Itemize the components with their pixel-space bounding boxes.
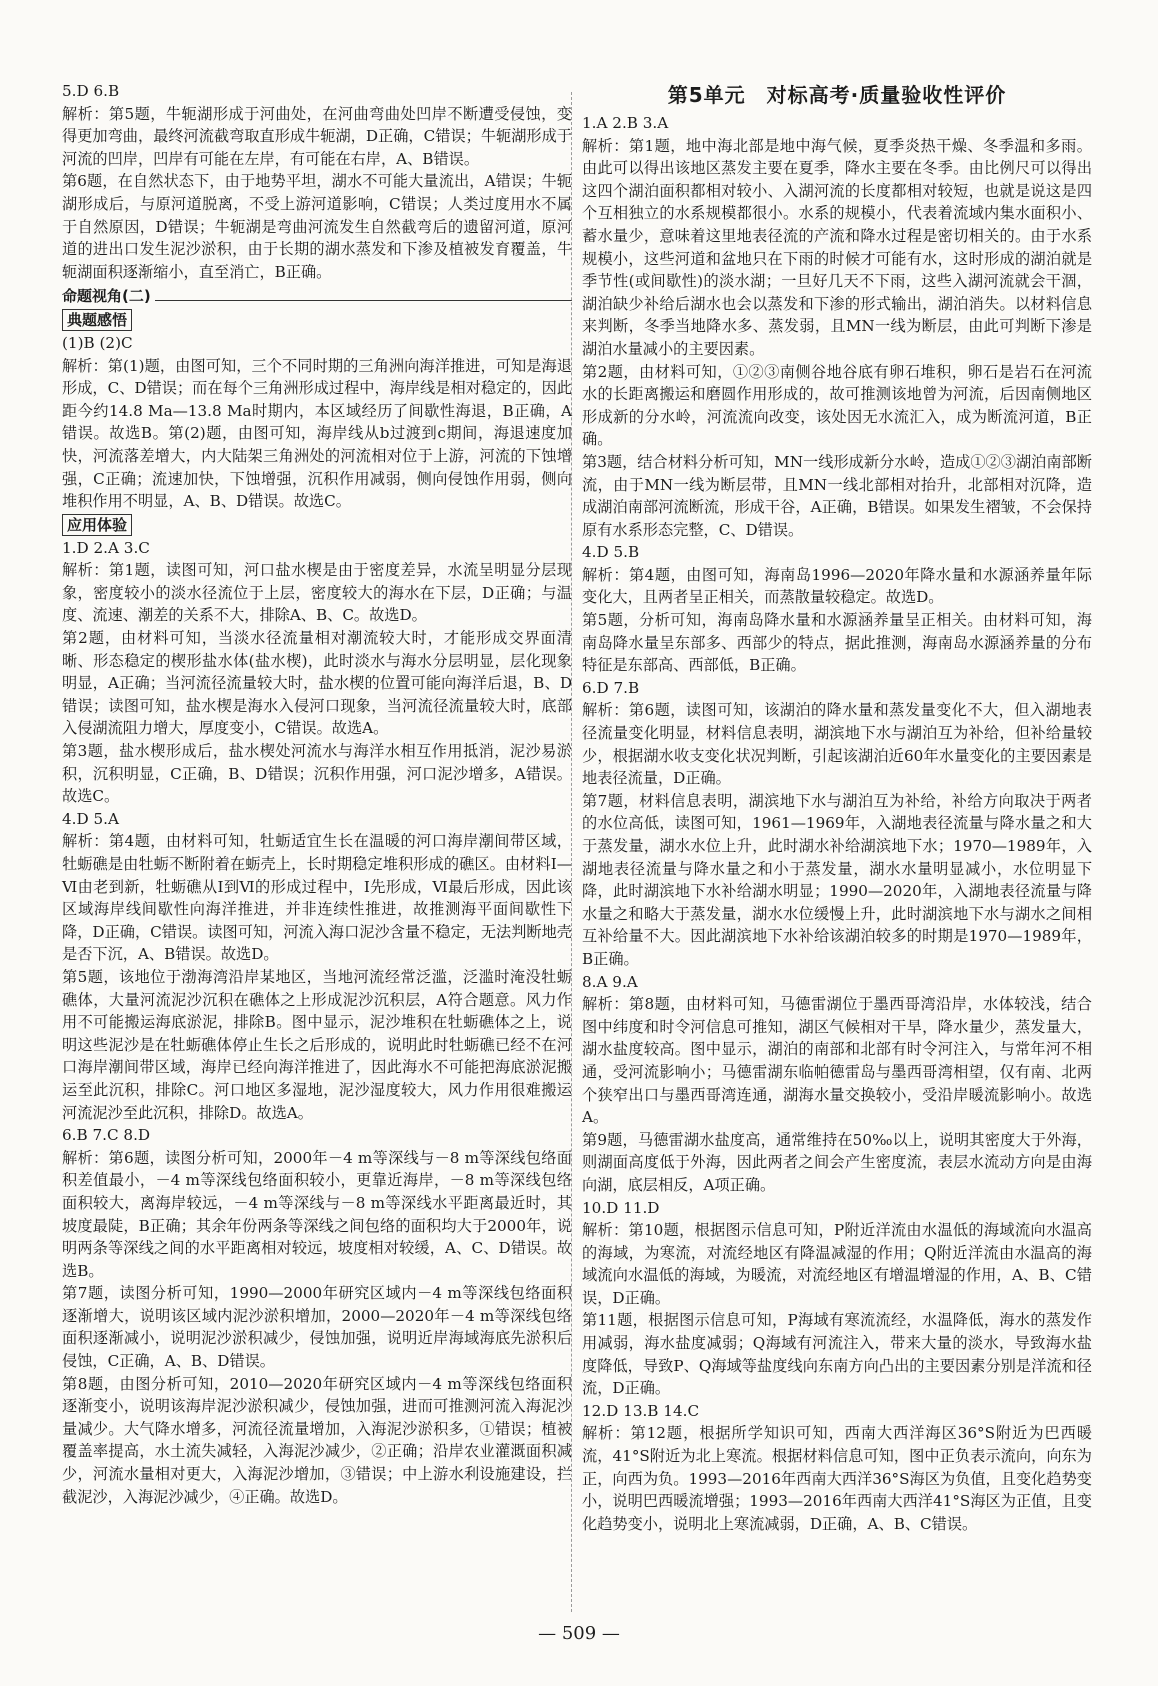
- explanation-paragraph: 第5题，分析可知，海南岛降水量和水源涵养量呈正相关。由材料可知，海南岛降水量呈东部多、西部少的特点，据此推测，海南岛水源涵养量的分布特征是东部高、西部低，B正确。: [582, 611, 1092, 675]
- column-divider: [571, 92, 572, 1612]
- subsection-heading-row: [62, 513, 572, 537]
- explanation-paragraph: 解析：第5题，牛轭湖形成于河曲处，在河曲弯曲处凹岸不断遭受侵蚀，变得更加弯曲，最终河流截弯取直形成牛轭湖，D正确，C错误；牛轭湖形成于河流的凹岸，凹岸有可能在左岸，有可能在右岸，A、B错误。: [62, 104, 572, 168]
- answer-key-line: 6.B 7.C 8.D: [62, 1126, 151, 1145]
- answer-key-line: 8.A 9.A: [582, 972, 638, 991]
- explanation-paragraph: 第2题，由材料可知，①②③南侧谷地谷底有卵石堆积，卵石是岩石在河流水的长距离搬运和磨圆作用形成的，故可推测该地曾为河流，后因南侧地区形成新的分水岭，河流流向改变，该处因无水流汇入，成为断流河道，B正确。: [582, 362, 1092, 449]
- answer-key-line: 4.D 5.B: [582, 543, 640, 562]
- explanation-paragraph: 第2题，由材料可知，当淡水径流量相对潮流较大时，才能形成交界面清晰、形态稳定的楔形盐水体(盐水楔)，此时淡水与海水分层明显，层化现象明显，A正确；当河流径流量较大时，盐水楔的位置可能向海洋后退，B、D错误；读图可知，盐水楔是海水入侵河口现象，当河流径流量较大时，底部入侵湖流阻力增大，厚度变小，C错误。故选A。: [62, 629, 572, 738]
- explanation-paragraph: 解析：第1题，地中海北部是地中海气候，夏季炎热干燥、冬季温和多雨。由此可以得出该地区蒸发主要在夏季，降水主要在冬季。由比例尺可以得出这四个湖泊面积都相对较小、入湖河流的长度都相对较短，也就是说这是四个互相独立的水系规模都很小。水系的规模小，代表着流域内集水面积小、蓄水量少，意味着这里地表径流的产流和降水过程是密切相关的。由于水系规模小，这些河道和盆地只在下雨的时候才可能有水，这时形成的湖泊就是季节性(或间歇性)的淡水湖；一旦好几天不下雨，这些入湖河流就会干涸，湖泊缺少补给后湖水也会以蒸发和下渗的形式输出，湖泊消失。以材料信息来判断，冬季当地降水多、蒸发弱，且MN一线为断层，由此可判断下渗是湖泊水量减小的主要因素。: [582, 136, 1092, 358]
- explanation-paragraph: 解析：第(1)题，由图可知，三个不同时期的三角洲向海洋推进，可知是海退形成，C、D错误；而在每个三角洲形成过程中，海岸线是相对稳定的，因此距今约14.8 Ma—13.8 Ma时期内，本区域经历了间歇性海退，B正确，A错误。故选B。第(2)题，由图可知，海岸线从b过渡到c期间，海退速度加快，河流落差增大，内大陆架三角洲处的河流相对位于上游，河流的下蚀增强，C正确；流速加快，下蚀增强，沉积作用减弱，侧向侵蚀作用弱，侧向堆积作用不明显，A、B、D错误。故选C。: [62, 356, 572, 511]
- answer-key-line: 6.D 7.B: [582, 678, 640, 697]
- answer-key-line: 1.D 2.A 3.C: [62, 538, 150, 557]
- explanation-paragraph: 解析：第6题，读图可知，该湖泊的降水量和蒸发量变化不大，但入湖地表径流量变化明显，材料信息表明，湖滨地下水与湖泊互为补给，但补给量较少，根据湖水收支变化状况判断，引起该湖泊近60年水量变化的主要因素是地表径流量，D正确。: [582, 701, 1092, 788]
- explanation-paragraph: 第5题，该地位于渤海湾沿岸某地区，当地河流经常泛滥，泛滥时淹没牡蛎礁体，大量河流泥沙沉积在礁体之上形成泥沙沉积层，A符合题意。风力作用不可能搬运海底淤泥，排除B。图中显示，泥沙堆积在牡蛎礁体之上，说明这些泥沙是在牡蛎礁体停止生长之后形成的，说明此时牡蛎礁已经不在河口海岸潮间带区域，海岸已经向海洋推进了，因此海水不可能把海底淤泥搬运至此沉积，排除C。河口地区多湿地，泥沙湿度较大，风力作用很难搬运河流泥沙至此沉积，排除D。故选A。: [62, 967, 572, 1122]
- explanation-paragraph: 第7题，读图分析可知，1990—2000年研究区域内－4 m等深线包络面积逐渐增大，说明该区域内泥沙淤积增加，2000—2020年－4 m等深线包络面积逐渐减小，说明泥沙淤积减少，侵蚀加强，说明近岸海域海底先淤积后侵蚀，C正确，A、B、D错误。: [62, 1284, 572, 1371]
- explanation-paragraph: 解析：第6题，读图分析可知，2000年－4 m等深线与－8 m等深线包络面积差值最小，－4 m等深线包络面积较小，更靠近海岸，－8 m等深线包络面积较大，离海岸较远，－4 m等深线与－8 m等深线水平距离最近时，其坡度最陡，B正确；其余年份两条等深线之间包络的面积均大于2000年，说明两条等深线之间的水平距离相对较远，坡度相对较缓，A、C、D错误。故选B。: [62, 1148, 572, 1280]
- explanation-paragraph: 解析：第4题，由材料可知，牡蛎适宜生长在温暖的河口海岸潮间带区域，牡蛎礁是由牡蛎不断附着在蛎壳上，长时期稳定堆积形成的礁区。由材料Ⅰ—Ⅵ由老到新，牡蛎礁从Ⅰ到Ⅵ的形成过程中，Ⅰ先形成，Ⅵ最后形成，因此该区域海岸线间歇性向海洋推进，并非连续性推进，故推测海平面间歇性下降，D正确，C错误。读图可知，河流入海口泥沙含量不稳定，无法判断地壳是否下沉，A、B错误。故选D。: [62, 832, 572, 964]
- answer-key-line: 5.D 6.B: [62, 82, 120, 100]
- page-number: — 509 —: [538, 1623, 620, 1644]
- answer-key-line: 4.D 5.A: [62, 809, 119, 828]
- explanation-paragraph: 解析：第12题，根据所学知识可知，西南大西洋海区36°S附近为巴西暖流，41°S附近为北上寒流。根据材料信息可知，图中正负表示流向，向东为正，向西为负。1993—2016年西南大西洋36°S海区为负值，且变化趋势变小，说明巴西暖流增强；1993—2016年西南大西洋41°S海区为正值，且变化趋势变小，说明北上寒流减弱，D正确，A、B、C错误。: [582, 1424, 1092, 1533]
- left-column: [62, 80, 572, 1508]
- right-column: [582, 80, 1092, 1535]
- explanation-paragraph: 解析：第10题，根据图示信息可知，P附近洋流由水温低的海域流向水温高的海域，为寒流，对流经地区有降温减湿的作用；Q附近洋流由水温高的海域流向水温低的海域，为暖流，对流经地区有增温增湿的作用，A、B、C错误，D正确。: [582, 1221, 1092, 1307]
- unit-title: 第5单元 对标高考·质量验收性评价: [667, 83, 1007, 107]
- explanation-paragraph: 第3题，结合材料分析可知，MN一线形成新分水岭，造成①②③湖泊南部断流，由于MN一线为断层带，且MN一线北部相对抬升，北部相对沉降，造成湖泊南部河流断流，形成干谷，A正确，B错误。如果发生褶皱，不会保持原有水系形态完整，C、D错误。: [582, 452, 1092, 539]
- answer-key-line: 12.D 13.B 14.C: [582, 1401, 700, 1420]
- answer-key-line: (1)B (2)C: [62, 333, 133, 352]
- explanation-paragraph: 第8题，由图分析可知，2010—2020年研究区域内－4 m等深线包络面积逐渐变小，说明该海岸泥沙淤积减少，侵蚀加强，进而可推测河流入海泥沙量减少。大气降水增多，河流径流量增加，入海泥沙淤积多，①错误；植被覆盖率提高，水土流失减轻，入海泥沙减少，②正确；沿岸农业灌溉面积减少，河流水量相对更大，入海泥沙增加，③错误；中上游水利设施建设，拦截泥沙，入海泥沙减少，④正确。故选D。: [62, 1374, 572, 1506]
- explanation-paragraph: 第9题，马德雷湖水盐度高，通常维持在50‰以上，说明其密度大于外海，则湖面高度低于外海，因此两者之间会产生密度流，表层水流动方向是由海向湖，底层相反，A项正确。: [582, 1130, 1092, 1194]
- explanation-paragraph: 第11题，根据图示信息可知，P海域有寒流流经，水温降低，海水的蒸发作用减弱，海水盐度减弱；Q海域有河流注入，带来大量的淡水，导致海水盐度降低，导致P、Q海域等盐度线向东南方向凸出的主要因素分别是洋流和径流，D正确。: [582, 1311, 1092, 1398]
- explanation-paragraph: 第7题，材料信息表明，湖滨地下水与湖泊互为补给，补给方向取决于两者的水位高低，读图可知，1961—1969年，入湖地表径流量与降水量之和大于蒸发量，湖水水位上升，此时湖水补给湖滨地下水；1970—1989年，入湖地表径流量与降水量之和小于蒸发量，湖水水量明显减小，水位明显下降，此时湖滨地下水补给湖水明显；1990—2020年，入湖地表径流量与降水量之和略大于蒸发量，湖水水位缓慢上升，此时湖滨地下水与湖水之间相互补给量不大。因此湖滨地下水补给该湖泊较多的时期是1970—1989年，B正确。: [582, 791, 1092, 968]
- section-heading: [62, 285, 572, 308]
- subsection-heading-row: [62, 308, 572, 332]
- explanation-paragraph: 解析：第4题，由图可知，海南岛1996—2020年降水量和水源涵养量年际变化大，且两者呈正相关，而蒸散量较稳定。故选D。: [582, 565, 1092, 607]
- explanation-paragraph: 解析：第1题，读图可知，河口盐水楔是由于密度差异，水流呈明显分层现象，密度较小的淡水径流位于上层，密度较大的海水在下层，D正确；与温度、流速、潮差的关系不大，排除A、B、C。故选D。: [62, 561, 572, 625]
- explanation-paragraph: 第6题，在自然状态下，由于地势平坦，湖水不可能大量流出，A错误；牛轭湖形成后，与原河道脱离，不受上游河道影响，C错误；人类过度用水不属于自然原因，D错误；牛轭湖是弯曲河流发生自然截弯后的遗留河道，原河道的进出口发生泥沙淤积，由于长期的湖水蒸发和下渗及植被发育覆盖，牛轭湖面积逐渐缩小，直至消亡，B正确。: [62, 172, 572, 281]
- section-heading-text: 命题视角(二): [62, 287, 151, 306]
- subsection-heading: 典题感悟: [62, 309, 132, 331]
- explanation-paragraph: 第3题，盐水楔形成后，盐水楔处河流水与海洋水相互作用抵消，泥沙易淤积，沉积明显，C正确，B、D错误；沉积作用强，河口泥沙增多，A错误。故选C。: [62, 742, 572, 806]
- subsection-heading: 应用体验: [62, 514, 132, 536]
- explanation-paragraph: 解析：第8题，由材料可知，马德雷湖位于墨西哥湾沿岸，水体较浅，结合图中纬度和时令河信息可推知，湖区气候相对干旱，降水量少，蒸发量大，湖水盐度较高。图中显示，湖泊的南部和北部有时令河注入，与常年河不相通，受河流影响小；马德雷湖东临帕德雷岛与墨西哥湾相望，仅有南、北两个狭窄出口与墨西哥湾连通，湖海水量交换较小，受沿岸暖流影响小。故选A。: [582, 995, 1092, 1127]
- answer-key-line: 1.A 2.B 3.A: [582, 114, 669, 132]
- answer-key-line: 10.D 11.D: [582, 1198, 660, 1217]
- section-rule: [155, 300, 572, 301]
